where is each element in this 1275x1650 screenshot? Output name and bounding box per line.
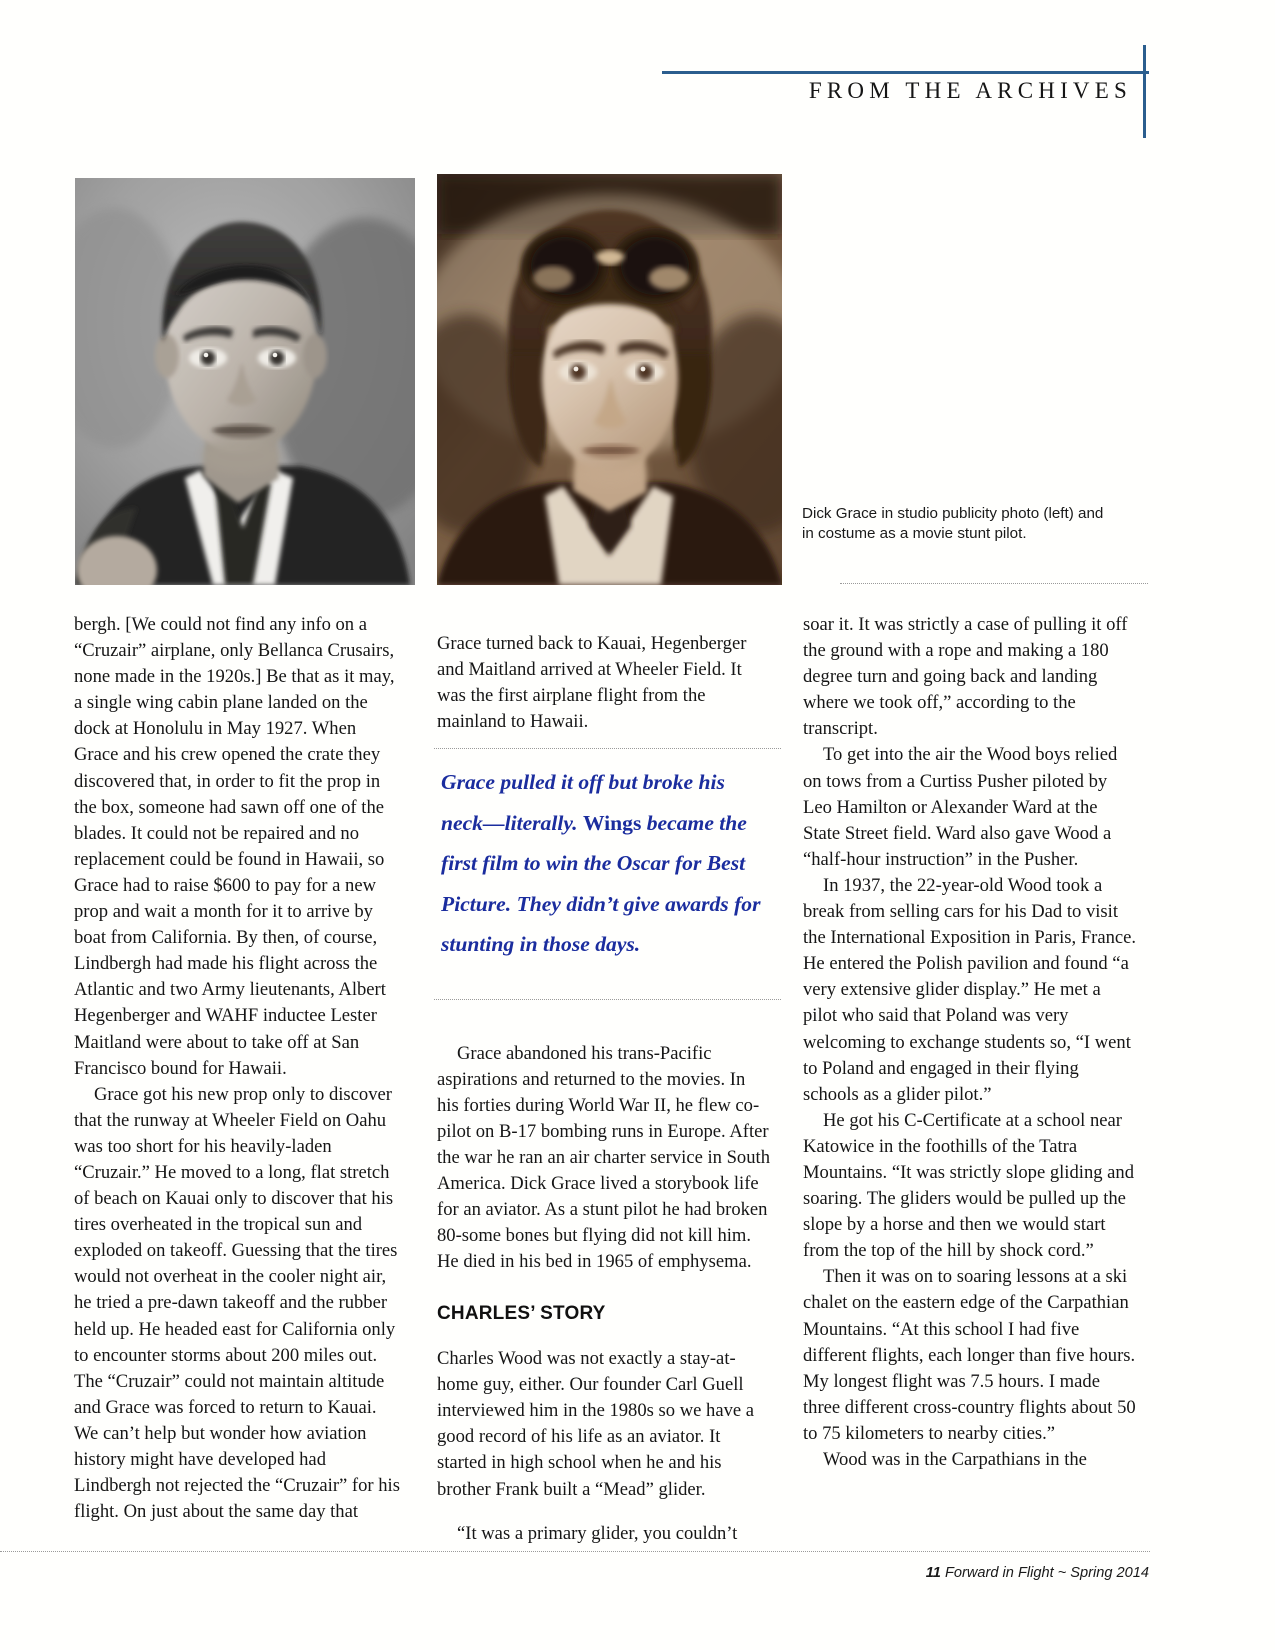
studio-portrait-illustration [75,178,415,585]
paragraph: Wood was in the Carpathians in the [823,1449,1087,1470]
stunt-pilot-portrait-illustration [437,174,782,585]
photo-dick-grace-studio [75,178,415,585]
pull-quote-part3: became the first film to win the Oscar for Best Picture. They didn’t give awards for stunting in those days. [441,810,761,957]
column3-top-divider [840,583,1148,584]
photo-dick-grace-stunt-pilot [437,174,782,585]
paragraph: bergh. [We could not find any info on a “Cruzair” airplane, only Bellanca Crusairs, none made in the 1920s.] Be that as it may, a single wing cabin plane landed on the dock at Honolulu in May 1927. When Grace and his crew opened the crate they discovered that, in order to fit the prop in the box, someone had sawn off one of the blades. It could not be repaired and no replacement could be found in Hawaii, so Grace had to raise $600 to pay for a new prop and wait a month for it to arrive by boat from California. By then, of course, Lindbergh had made his flight across the Atlantic and two Army lieutenants, Albert Hegenberger and WAHF inductee Lester Maitland were about to take off at San Francisco bound for Hawaii. [74,614,395,1079]
pull-quote-film-title: Wings [582,810,642,835]
body-column-2-rest [437,1022,771,1566]
page-header [0,0,1275,160]
footer [700,1565,1149,1581]
pull-quote [441,762,769,965]
paragraph: In 1937, the 22-year-old Wood took a break from selling cars for his Dad to visit the International Exposition in Paris, France. He entered the Polish pavilion and found “a very extensive glider display.” He met a pilot who said that Poland was very welcoming to exchange students so, “I went to Poland and engaged in their flying schools as a glider pilot.” [803,874,1137,1105]
section-heading-charles-story: CHARLES’ STORY [437,1303,606,1325]
page-title: FROM THE ARCHIVES [808,78,1132,103]
paragraph: Then it was on to soaring lessons at a ski chalet on the eastern edge of the Carpathian Mountains. “At this school I had five different flights, each longer than five hours. My longest flight was 7.5 hours. I made three different cross-country flights about 50 to 75 kilometers to nearby cities.” [803,1266,1136,1444]
pullquote-top-divider [434,748,781,749]
photo-caption: Dick Grace in studio publicity photo (left) and in costume as a movie stunt pilot. [802,505,1104,542]
paragraph: Grace turned back to Kauai, Hegenberger and Maitland arrived at Wheeler Field. It was the first airplane flight from the mainland to Hawaii. [437,632,747,732]
paragraph: soar it. It was strictly a case of pulling it off the ground with a rope and making a 180 degree turn and going back and landing where we took off,” according to the transcript. [803,614,1128,740]
paragraph: “It was a primary glider, you couldn’t [457,1523,738,1545]
footer-divider [0,1551,1150,1552]
header-vertical-rule [1143,45,1146,138]
pullquote-bottom-divider [434,999,781,1000]
header-horizontal-rule [662,71,1149,74]
body-column-1 [74,612,404,1525]
publication-name: Forward in Flight ~ Spring 2014 [940,1565,1149,1581]
pull-quote-part1: Grace pulled it off but broke his neck—literally. [441,770,725,835]
body-column-3 [803,612,1137,1473]
paragraph: To get into the air the Wood boys relied on tows from a Curtiss Pusher piloted by Leo Hamilton or Alexander Ward at the State Street field. Ward also gave Wood a “half-hour instruction” in the Pusher. [803,744,1118,870]
body-column-2-intro [437,612,771,754]
page-number: 11 [925,1565,941,1581]
paragraph: Grace abandoned his trans-Pacific aspirations and returned to the movies. In his forties during World War II, he flew co-pilot on B-17 bombing runs in Europe. After the war he ran an air charter service in South America. Dick Grace lived a storybook life for an aviator. As a stunt pilot he had broken 80-some bones but flying did not kill him. He died in his bed in 1965 of emphysema. [437,1042,770,1273]
paragraph: Grace got his new prop only to discover that the runway at Wheeler Field on Oahu was too short for his heavily-laden “Cruzair.” He moved to a long, flat stretch of beach on Kauai only to discover that his tires overheated in the tropical sun and exploded on takeoff. Guessing that the tires would not overheat in the cooler night air, he tried a pre-dawn takeoff and the rubber held up. He headed east for California only to encounter storms about 200 miles out. The “Cruzair” could not maintain altitude and Grace was forced to return to Kauai. We can’t help but wonder how aviation history might have developed had Lindbergh not rejected the “Cruzair” for his flight. On just about the same day that [74,1083,400,1523]
paragraph: He got his C-Certificate at a school near Katowice in the foothills of the Tatra Mountains. “It was strictly slope gliding and soaring. The gliders would be pulled up the slope by a horse and then we would start from the top of the hill by shock cord.” [803,1109,1135,1262]
paragraph: Charles Wood was not exactly a stay-at-home guy, either. Our founder Carl Guell interviewed him in the 1980s so we have a good record of his life as an aviator. It started in high school when he and his brother Frank built a “Mead” glider. [437,1348,755,1500]
